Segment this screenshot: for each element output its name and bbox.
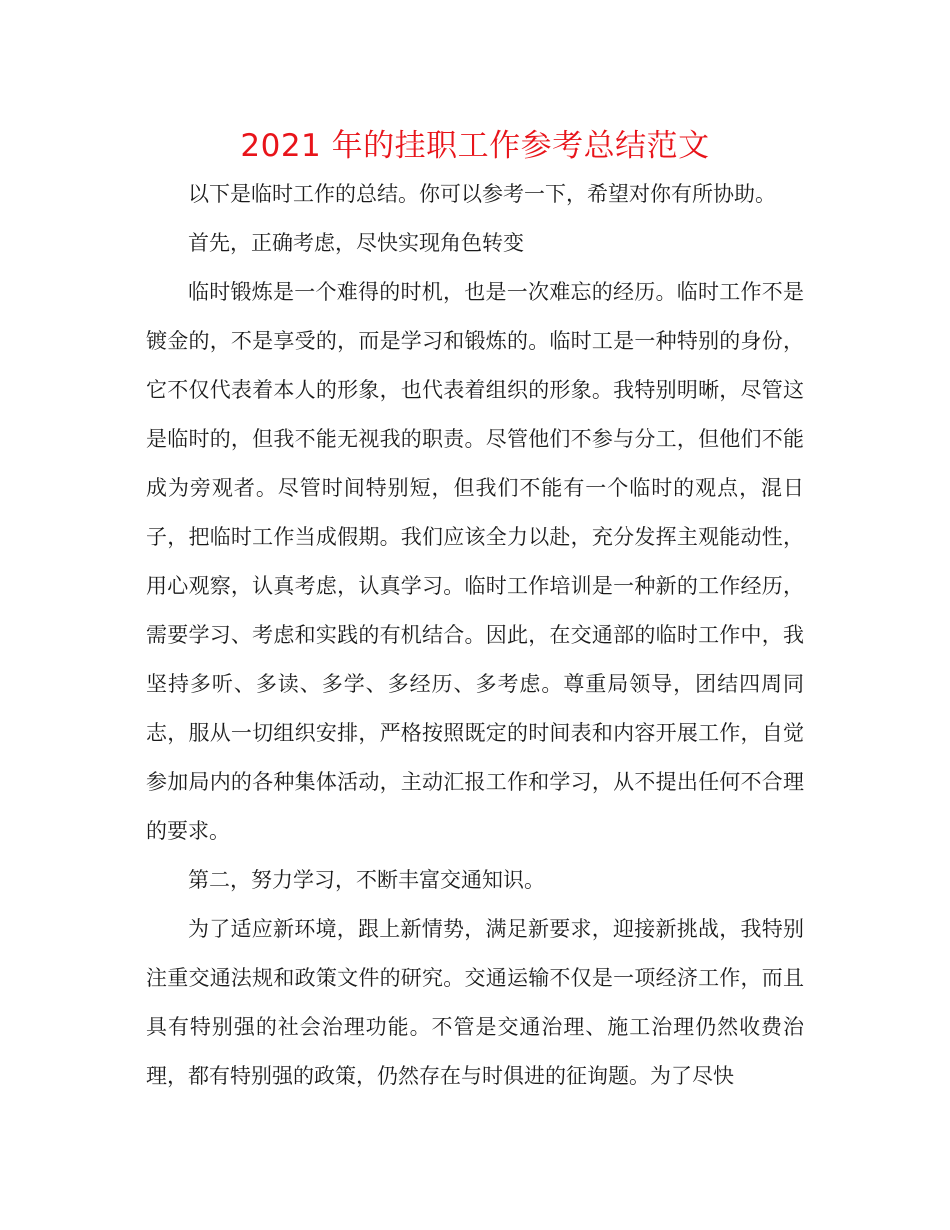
- paragraph-first-section: 临时锻炼是一个难得的时机，也是一次难忘的经历。临时工作不是镀金的，不是享受的，而是学习和锻炼的。临时工是一种特别的身份，它不仅代表着本人的形象，也代表着组织的形象。我特别明晰，尽管这是临时的，但我不能无视我的职责。尽管他们不参与分工，但他们不能成为旁观者。尽管时间特别短，但我们不能有一个临时的观点，混日子，把临时工作当成假期。我们应该全力以赴，充分发挥主观能动性，用心观察，认真考虑，认真学习。临时工作培训是一种新的工作经历，需要学习、考虑和实践的有机结合。因此，在交通部的临时工作中，我坚持多听、多读、多学、多经历、多考虑。尊重局领导，团结四周同志，服从一切组织安排，严格按照既定的时间表和内容开展工作，自觉参加局内的各种集体活动，主动汇报工作和学习，从不提出任何不合理的要求。: [146, 280, 804, 843]
- section-heading-second: 第二，努力学习，不断丰富交通知识。: [188, 868, 545, 892]
- paragraph-second-section: 为了适应新环境，跟上新情势，满足新要求，迎接新挑战，我特别注重交通法规和政策文件的研究。交通运输不仅是一项经济工作，而且具有特别强的社会治理功能。不管是交通治理、施工治理仍然收费治理，都有特别强的政策，仍然存在与时俱进的征询题。为了尽快: [146, 917, 804, 1088]
- section-heading-first: 首先，正确考虑，尽快实现角色转变: [188, 231, 524, 255]
- paragraph-intro: 以下是临时工作的总结。你可以参考一下，希望对你有所协助。: [188, 182, 776, 206]
- document-body: [146, 170, 804, 1101]
- document-title: 2021 年的挂职工作参考总结范文: [240, 128, 710, 164]
